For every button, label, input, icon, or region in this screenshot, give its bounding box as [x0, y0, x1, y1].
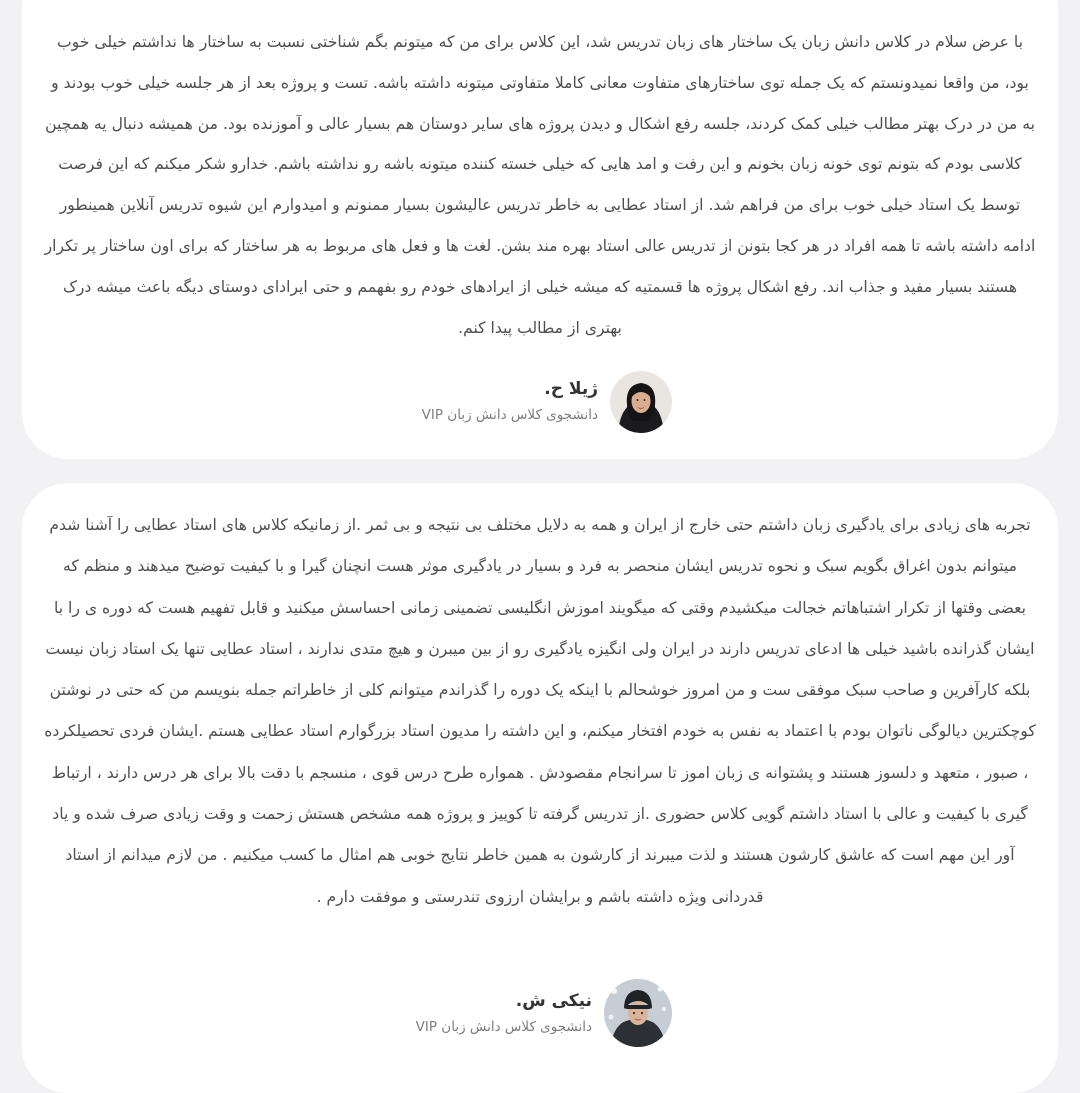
avatar	[610, 371, 672, 433]
avatar	[604, 979, 672, 1047]
author-meta	[422, 377, 598, 425]
author-role: دانشجوی کلاس دانش زبان VIP	[415, 1019, 592, 1035]
testimonial-card	[22, 483, 1058, 1093]
testimonial-author	[422, 369, 672, 433]
testimonial-author	[416, 979, 672, 1047]
author-name: نیکی ش.	[515, 991, 592, 1011]
author-role: دانشجوی کلاس دانش زبان VIP	[421, 407, 598, 423]
avatar-photo	[604, 979, 672, 1047]
avatar-photo	[610, 371, 672, 433]
author-meta	[416, 989, 592, 1037]
testimonial-card	[22, 0, 1058, 459]
author-name: ژیلا ح.	[544, 379, 598, 399]
testimonial-text: تجربه های زیادی برای یادگیری زبان داشتم حتی خارج از ایران و همه به دلایل مختلف بی نتیجه و بی ثمر .از زمانیکه کلاس های استاد عطایی را آشنا شدم میتوانم بدون اغراق بگویم سبک و نحوه تدریس ایشان منحصر به فرد و بسیار در یادگیری موثر هست انچنان گیرا و با کیفیت توضیح میدهند و منظم که بعضی وقتها از تکرار اشتباهاتم خجالت میکشیدم وقتی که میگویند اموزش انگلیسی تضمینی زمانی احساسش میکنید و قابل تفهیم هست که دوره ی را با ایشان گذرانده باشید خیلی ها ادعای تدریس دارند در ایران ولی انگیزه یادگیری رو از بین میبرن و هیچ متدی ندارند ، استاد عطایی تنها یک استاد زبان نیست بلکه کارآفرین و صاحب سبک موفقی ست و من امروز خوشحالم با اینکه یک دوره را گذراندم میتوانم کلی از خاطراتم جمله بنویسم من که حتی در نوشتن کوچکترین دیالوگی ناتوان بودم با اعتماد به نفس به خودم افتخار میکنم، و این داشته را مدیون استاد بزرگوارم استاد عطایی هستم .ایشان فردی تحصیلکرده ، صبور ، متعهد و دلسوز هستند و پشتوانه ی زبان اموز تا سرانجام مقصودش . همواره طرح درس قوی ، منسجم با دقت بالا برای هر درس دارند ، ارتباط گیری با کیفیت و عالی با استاد داشتم گویی کلاس حضوری .از تدریس گرفته تا کوییز و پروژه همه مشخص هستش زحمت و وقت زیادی صرف شده و یاد آور این مهم است که عاشق کارشون هستند و لذت میبرند از کارشون به همین خاطر نتایج خوبی هم امثال ما کسب میکنیم . من لازم میدانم از استاد قدردانی ویژه داشته باشم و برایشان ارزوی تندرستی و موفقت دارم .	[44, 516, 1036, 906]
testimonial-text: با عرض سلام در کلاس دانش زبان یک ساختار های زبان تدریس شد، این کلاس برای من که میتونم بگم شناختی نسبت به ساختار ها نداشتم خیلی خوب بود، من واقعا نمیدونستم که یک جمله توی ساختارهای متفاوت معانی کاملا متفاوتی میتونه داشته باشه. تست و پروژه بعد از هر جلسه خیلی خوب بودند و به من در درک بهتر مطالب خیلی کمک کردند، جلسه رفع اشکال و دیدن پروژه های سایر دوستان هم بسیار عالی و آموزنده بود. من همیشه دنبال یه همچین کلاسی بودم که بتونم توی خونه زبان بخونم و این رفت و امد هایی که خیلی خسته کننده میتونه باشه رو نداشته باشم. خدارو شکر میکنم که این فرصت توسط یک استاد خیلی خوب برای من فراهم شد. از استاد عطایی به خاطر تدریس عالیشون بسیار ممنونم و امیدوارم این شیوه تدریس آنلاین همینطور ادامه داشته باشه تا همه افراد در هر کجا بتونن از تدریس عالی استاد بهره مند بشن. لغت ها و فعل های مربوط به هر ساختار که برای اون ساختار پر تکرار هستند بسیار مفید و جذاب اند. رفع اشکال پروژه ها قسمتیه که میشه خیلی از ایرادهای خودم رو بفهمم و حتی ایرادای دوستای دیگه باعث میشه درک بهتری از مطالب پیدا کنم.	[44, 33, 1036, 337]
